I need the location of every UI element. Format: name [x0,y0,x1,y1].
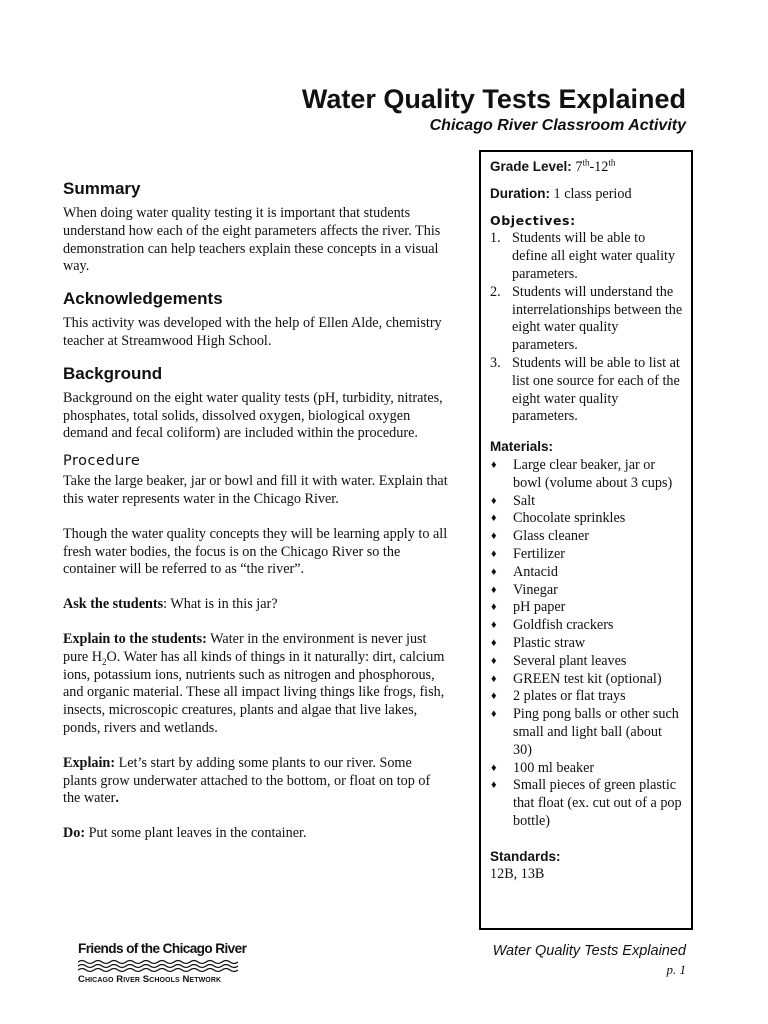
material-item [490,493,683,511]
objective-text: Students will understand the interrelationships between the eight water quality parameters. [512,283,683,354]
objectives-heading: Objectives: [490,212,576,228]
diamond-bullet-icon: ♦ [491,779,497,792]
summary-text: When doing water quality testing it is important that students understand how each of the eight parameters affects the river. This demonstration can help teachers explain these concepts in a visual way. [63,205,441,275]
material-text: Goldfish crackers [513,617,614,634]
background-heading: Background [63,363,163,383]
diamond-bullet-icon: ♦ [491,458,497,471]
material-item [490,457,683,493]
grade-level-from-sup: th [582,157,590,168]
do-paragraph [63,825,448,843]
duration-value: 1 class period [553,185,632,202]
summary-heading: Summary [63,179,141,198]
materials-heading: Materials: [490,439,554,455]
material-item [490,653,683,671]
material-item [490,528,683,546]
grade-level-label: Grade Level: [490,159,572,174]
material-text: pH paper [513,599,566,616]
material-item [490,760,683,778]
diamond-bullet-icon: ♦ [491,761,497,774]
do-text: Put some plant leaves in the container. [85,825,307,842]
objective-item [490,355,683,426]
diamond-bullet-icon: ♦ [491,654,497,667]
diamond-bullet-icon: ♦ [491,708,497,721]
grade-level-from: 7 [575,159,583,175]
material-item [490,510,683,528]
do-label: Do: [63,825,86,842]
ask-students-label: Ask the students [63,596,164,613]
document-title: Water Quality Tests Explained [301,84,686,114]
friends-of-the-chicago-river-logo [78,941,248,987]
acknowledgements-heading: Acknowledgements [63,289,223,309]
procedure-paragraph-2: Though the water quality concepts they will be learning apply to all fresh water bodies, the focus is on the Chicago River so the container will be referred to as “the river”. [63,525,448,578]
material-item [490,688,683,706]
objective-number: 1. [490,230,501,247]
objective-number: 2. [490,283,501,300]
material-text: Plastic straw [513,634,586,651]
explain-students-paragraph [63,631,448,738]
material-text: 100 ml beaker [513,759,595,776]
document-subtitle: Chicago River Classroom Activity [429,117,686,134]
material-text: Glass cleaner [513,528,590,545]
background-text: Background on the eight water quality tests (pH, turbidity, nitrates, phosphates, total solids, dissolved oxygen, biological oxygen demand and fecal coliform) are included within the procedure. [63,389,443,442]
procedure-heading: Procedure [63,453,141,470]
objective-text: Students will be able to define all eight water quality parameters. [512,230,676,282]
explain-students-text-start: Water in the environment is never just pure H [63,630,427,665]
h2o-subscript: 2 [102,656,107,667]
material-text: Fertilizer [513,545,565,562]
grade-level [490,158,683,177]
diamond-bullet-icon: ♦ [491,565,497,578]
material-item [490,599,683,617]
logo-name: Friends of the Chicago River [78,941,247,956]
material-item [490,706,683,759]
diamond-bullet-icon: ♦ [491,601,497,614]
grade-level-sep: -12 [589,159,609,175]
diamond-bullet-icon: ♦ [491,619,497,632]
material-text: Large clear beaker, jar or bowl (volume about 3 cups) [513,456,673,491]
material-text: Small pieces of green plastic that float (ex. cut out of a pop bottle) [513,777,682,829]
explain-text: Let’s start by adding some plants to our river. Some plants grow underwater attached to the bottom, or float on top of the water [63,754,431,807]
material-item [490,777,683,830]
material-text: GREEN test kit (optional) [513,670,662,687]
explain-period: . [115,790,119,807]
diamond-bullet-icon: ♦ [491,690,497,703]
objective-number: 3. [490,354,501,371]
objective-item [490,230,683,283]
duration-label: Duration: [490,185,550,201]
material-item [490,582,683,600]
explain-label: Explain: [63,754,116,771]
footer-document-title: Water Quality Tests Explained [492,943,686,959]
objective-text: Students will be able to list at list one source for each of the eight water quality parameters. [512,354,680,425]
material-text: Antacid [513,563,558,580]
diamond-bullet-icon: ♦ [491,512,497,525]
material-text: Several plant leaves [513,652,627,669]
diamond-bullet-icon: ♦ [491,547,497,560]
grade-level-to-sup: th [608,157,616,168]
page-number: p. 1 [666,962,686,977]
material-item [490,635,683,653]
objective-item [490,284,683,355]
material-text: Chocolate sprinkles [513,510,626,527]
diamond-bullet-icon: ♦ [491,530,497,543]
material-item [490,671,683,689]
materials-list [490,457,683,831]
material-item [490,546,683,564]
standards-heading: Standards: [490,848,561,864]
river-waves-icon [78,959,238,973]
diamond-bullet-icon: ♦ [491,583,497,596]
material-text: Salt [513,492,536,509]
material-item [490,564,683,582]
explain-students-label: Explain to the students: [63,630,207,647]
main-column [63,178,448,843]
diamond-bullet-icon: ♦ [491,494,497,507]
diamond-bullet-icon: ♦ [491,672,497,685]
ask-students-text: : What is in this jar? [163,596,278,613]
material-text: Ping pong balls or other such small and light ball (about 30) [513,706,679,758]
material-item [490,617,683,635]
acknowledgements-text: This activity was developed with the help of Ellen Alde, chemistry teacher at Streamwood High School. [63,315,442,349]
ask-students-paragraph [63,596,448,614]
material-text: 2 plates or flat trays [513,688,626,705]
duration [490,185,683,204]
logo-network: Chicago River Schools Network [78,974,222,985]
standards-value: 12B, 13B [490,866,545,883]
activity-info-box [479,150,693,930]
diamond-bullet-icon: ♦ [491,636,497,649]
objectives-list [490,230,683,426]
procedure-paragraph-1: Take the large beaker, jar or bowl and fill it with water. Explain that this water represents water in the Chicago River. [63,473,448,507]
explain-paragraph [63,755,448,808]
explain-students-text-end: O. Water has all kinds of things in it naturally: dirt, calcium ions, potassium ions, nutrients such as nitrogen and phosphorous, and organic material. These all impact living things like frogs, fish, insects, microscopic creatures, plants and algae that live lakes, ponds, rivers and wetlands. [63,648,445,736]
material-text: Vinegar [513,581,558,598]
